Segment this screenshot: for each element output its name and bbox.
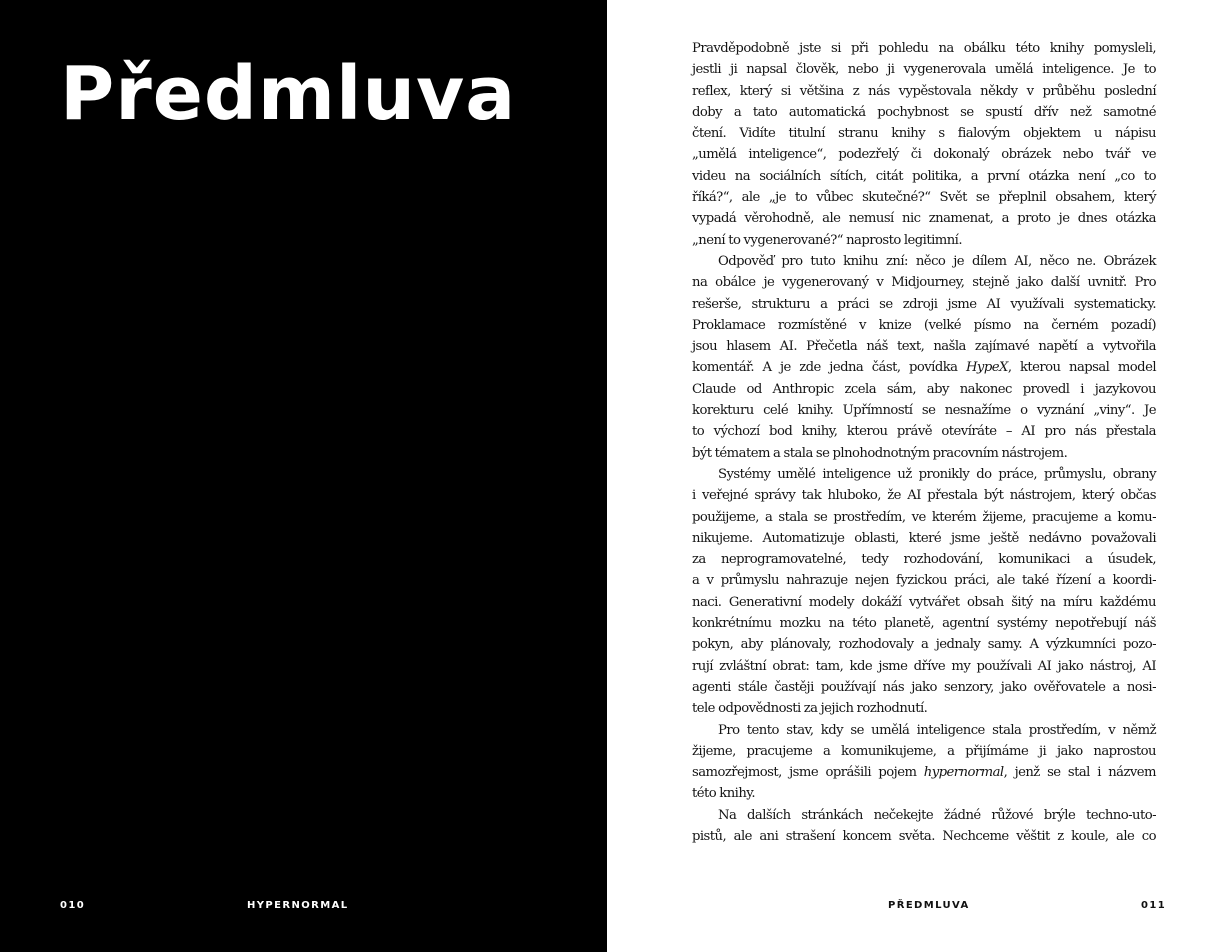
running-head-left: HYPERNORMAL xyxy=(247,900,349,911)
text-line: žijeme, pracujeme a komunikujeme, a přijímáme ji jako naprostou xyxy=(692,743,1156,759)
text-line: říká?“, ale „je to vůbec skutečné?“ Svět se přeplnil obsahem, který xyxy=(692,190,1156,206)
body-text xyxy=(692,38,1156,847)
text-line: Pro tento stav, kdy se umělá inteligence stala prostředím, v němž xyxy=(718,722,1156,738)
page-number-left: 010 xyxy=(60,900,86,911)
text-line: čtení. Vidíte titulní stranu knihy s fialovým objektem u nápisu xyxy=(692,126,1156,142)
text-line: jsou hlasem AI. Přečetla náš text, našla zajímavé napětí a vytvořila xyxy=(692,339,1156,355)
text-line: Claude od Anthropic zcela sám, aby nakonec provedl i jazykovou xyxy=(692,381,1156,397)
text-line: nikujeme. Automatizuje oblasti, které jsme ještě nedávno považovali xyxy=(692,530,1156,546)
italic-term: hypernormal xyxy=(923,765,1004,781)
text-fragment: komentář. A je zde jedna část, povídka xyxy=(692,360,966,376)
text-line: tele odpovědnosti za jejich rozhodnutí. xyxy=(692,701,928,717)
text-line: Na dalších stránkách nečekejte žádné růžové brýle techno-uto- xyxy=(718,807,1156,823)
text-line: rešerše, strukturu a práci se zdroji jsme AI využívali systematicky. xyxy=(692,296,1156,312)
page-number-right: 011 xyxy=(1141,900,1167,911)
text-fragment: samozřejmost, jsme oprášili pojem xyxy=(692,765,924,781)
text-line: této knihy. xyxy=(692,786,756,802)
text-line: Odpověď pro tuto knihu zní: něco je dílem AI, něco ne. Obrázek xyxy=(718,253,1156,269)
text-line: pokyn, aby plánovaly, rozhodovaly a jednaly samy. A výzkumníci pozo- xyxy=(692,637,1156,653)
chapter-title: Předmluva xyxy=(60,51,517,137)
text-fragment: , jenž se stal i názvem xyxy=(1003,765,1157,781)
text-line: „umělá inteligence“, podezřelý či dokonalý obrázek nebo tvář ve xyxy=(692,147,1156,163)
text-line: doby a tato automatická pochybnost se spustí dřív než samotné xyxy=(692,104,1156,120)
italic-term: HypeX xyxy=(965,360,1008,376)
text-line: být tématem a stala se plnohodnotným pracovním nástrojem. xyxy=(692,445,1068,461)
text-line: rují zvláštní obrat: tam, kde jsme dříve my používali AI jako nástroj, AI xyxy=(692,658,1156,674)
text-line: agenti stále častěji používají nás jako senzory, jako ověřovatele a nosi- xyxy=(692,679,1156,695)
text-line: za neprogramovatelné, tedy rozhodování, komunikaci a úsudek, xyxy=(692,552,1156,568)
text-line: korekturu celé knihy. Upřímností se nesnažíme o vyznání „viny“. Je xyxy=(692,403,1156,419)
text-line: na obálce je vygenerovaný v Midjourney, stejně jako další uvnitř. Pro xyxy=(692,275,1156,291)
text-line: Systémy umělé inteligence už pronikly do práce, průmyslu, obrany xyxy=(718,466,1156,482)
text-line: použijeme, a stala se prostředím, ve kterém žijeme, pracujeme a komu- xyxy=(692,509,1156,525)
text-line: pistů, ale ani strašení koncem světa. Nechceme věštit z koule, ale co xyxy=(692,828,1156,844)
text-line: vypadá věrohodně, ale nemusí nic znamenat, a proto je dnes otázka xyxy=(692,211,1156,227)
text-line: to výchozí bod knihy, kterou právě otevíráte – AI pro nás přestala xyxy=(692,424,1156,440)
text-line: i veřejné správy tak hluboko, že AI přestala být nástrojem, který občas xyxy=(692,488,1156,504)
text-line: Pravděpodobně jste si při pohledu na obálku této knihy pomysleli, xyxy=(692,41,1156,56)
text-line: jestli ji napsal člověk, nebo ji vygenerovala umělá inteligence. Je to xyxy=(692,62,1156,78)
text-line: naci. Generativní modely dokáží vytvářet obsah šitý na míru každému xyxy=(692,594,1156,610)
text-line: a v průmyslu nahrazuje nejen fyzickou práci, ale také řízení a koordi- xyxy=(692,573,1156,589)
text-line xyxy=(692,357,1156,378)
text-fragment: , kterou napsal model xyxy=(1007,360,1156,376)
text-line xyxy=(692,762,1156,783)
text-line: Proklamace rozmístěné v knize (velké písmo na černém pozadí) xyxy=(692,317,1156,333)
text-line: videu na sociálních sítích, citát politika, a první otázka není „co to xyxy=(692,168,1156,184)
left-page xyxy=(0,0,607,952)
running-head-right: PŘEDMLUVA xyxy=(888,900,970,911)
text-line: „není to vygenerované?“ naprosto legitimní. xyxy=(692,232,962,248)
right-page xyxy=(607,0,1216,952)
text-line: reflex, který si většina z nás vypěstovala někdy v průběhu poslední xyxy=(692,83,1156,99)
text-line: konkrétnímu mozku na této planetě, agentní systémy nepotřebují náš xyxy=(692,616,1156,632)
